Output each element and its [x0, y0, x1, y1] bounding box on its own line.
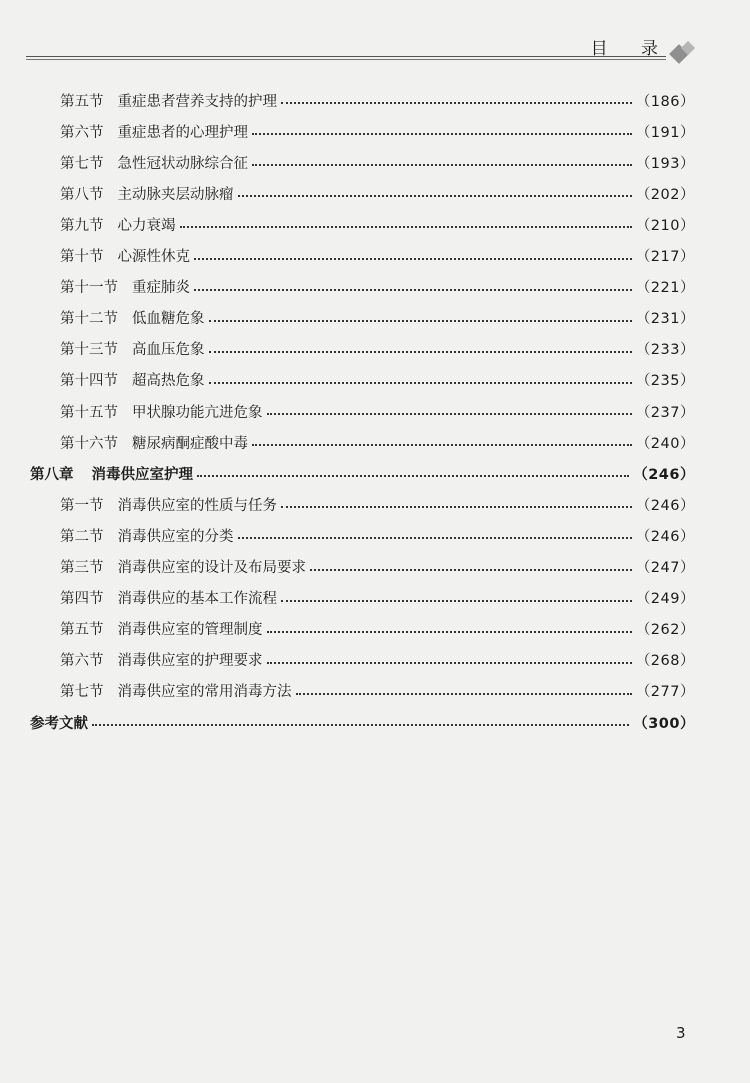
toc-entry-label: 第十一节 [60, 280, 118, 297]
toc-entry-title: 重症患者的心理护理 [117, 124, 248, 141]
toc-section-row [60, 645, 695, 675]
toc-entry-title: 心源性休克 [117, 249, 190, 265]
header-rule [26, 56, 666, 57]
toc-dot-leader [180, 226, 632, 228]
toc-entry-page: （221） [635, 280, 695, 297]
toc-dot-leader [310, 569, 632, 571]
toc-dot-leader [281, 600, 632, 602]
toc-entry-page: （277） [635, 684, 695, 701]
toc-entry-title: 消毒供应的基本工作流程 [117, 591, 277, 608]
toc-dot-leader [197, 475, 629, 477]
toc-entry-page: （262） [635, 622, 695, 639]
toc-entry-title: 主动脉夹层动脉瘤 [117, 186, 234, 203]
toc-entry-title: 低血糖危象 [132, 311, 205, 328]
toc-dot-leader [267, 662, 632, 664]
toc-section-row [60, 489, 695, 519]
toc-section-row [60, 116, 695, 146]
toc-entry-label: 第六节 [60, 653, 104, 670]
toc-entry-label: 第九节 [60, 217, 104, 234]
toc-entry-page: （202） [635, 186, 695, 203]
toc-dot-leader [209, 382, 632, 384]
toc-dot-leader [267, 631, 632, 633]
toc-entry-page: （247） [635, 560, 695, 576]
toc-entry-label: 第二节 [60, 528, 104, 545]
toc-entry-title: 糖尿病酮症酸中毒 [132, 435, 248, 452]
toc-entry-label: 第十六节 [60, 435, 118, 452]
toc-entry-label: 第十二节 [60, 311, 118, 328]
toc-entry-label: 第十三节 [60, 342, 118, 359]
toc-dot-leader [238, 195, 632, 197]
toc-section-row [60, 365, 695, 395]
toc-dot-leader [296, 693, 632, 695]
toc-entry-title: 消毒供应室的常用消毒方法 [117, 684, 292, 701]
toc-section-row [60, 520, 695, 550]
toc-entry-title: 消毒供应室护理 [91, 466, 193, 483]
toc-dot-leader [209, 320, 632, 322]
toc-entry-page: （249） [635, 591, 695, 608]
toc-entry-label: 第八章 [30, 466, 74, 483]
toc-dot-leader [267, 413, 632, 415]
toc-entry-label: 第十五节 [60, 404, 118, 421]
toc-section-row [60, 614, 695, 644]
page-header [0, 0, 750, 70]
toc-entry-label: 第三节 [60, 560, 104, 576]
toc-dot-leader [252, 164, 632, 166]
toc-entry-title: 超高热危象 [132, 373, 205, 390]
toc-entry-title: 急性冠状动脉综合征 [117, 155, 248, 172]
toc-dot-leader [281, 506, 632, 508]
toc-entry-title: 重症患者营养支持的护理 [117, 93, 277, 110]
toc-entry-title: 消毒供应室的性质与任务 [117, 497, 277, 514]
header-rule-secondary [26, 59, 666, 60]
toc-dot-leader [281, 102, 632, 104]
toc-entry-page: （235） [635, 373, 695, 390]
toc-section-row [60, 334, 695, 364]
toc-entry-page: （246） [633, 466, 695, 483]
toc-entry-page: （240） [635, 435, 695, 452]
toc-entry-page: （210） [635, 217, 695, 234]
toc-entry-title: 消毒供应室的分类 [117, 528, 234, 545]
header-title: 目 录 [590, 39, 672, 59]
toc-section-row [60, 676, 695, 706]
toc-entry-label: 第八节 [60, 186, 104, 203]
toc-entry-title: 消毒供应室的管理制度 [117, 622, 263, 639]
toc-entry-label: 第十四节 [60, 373, 118, 390]
toc-entry-title: 甲状腺功能亢进危象 [132, 404, 263, 421]
toc-dot-leader [194, 289, 632, 291]
toc-entry-label: 第四节 [60, 591, 104, 608]
toc-entry-label: 第七节 [60, 684, 104, 701]
toc-dot-leader [194, 258, 632, 260]
toc-dot-leader [238, 537, 632, 539]
toc-entry-title: 重症肺炎 [132, 280, 190, 297]
toc-entry-page: （300） [633, 715, 695, 732]
toc-section-row [60, 272, 695, 302]
toc-section-row [60, 552, 695, 582]
toc-entry-page: （268） [635, 653, 695, 670]
toc-section-row [60, 147, 695, 177]
toc-entry-label: 第六节 [60, 124, 104, 141]
toc-entry-title: 高血压危象 [132, 342, 205, 359]
toc-section-row [60, 178, 695, 208]
toc-entry-page: （237） [635, 404, 695, 421]
toc-entry-label: 第一节 [60, 497, 104, 514]
toc-section-row [60, 583, 695, 613]
toc-section-row [60, 303, 695, 333]
toc-entry-label: 第七节 [60, 155, 104, 172]
toc-chapter-row [30, 458, 695, 488]
page-number: 3 [676, 1024, 686, 1042]
toc-section-row [60, 427, 695, 457]
toc-section-row [60, 209, 695, 239]
toc-entry-label: 第五节 [60, 622, 104, 639]
toc-section-row [60, 85, 695, 115]
toc-entry-page: （186） [635, 93, 695, 110]
toc-entry-page: （246） [635, 497, 695, 514]
toc-section-row [60, 396, 695, 426]
toc-entry-page: （246） [635, 528, 695, 545]
toc-entry-page: （217） [635, 249, 695, 265]
toc-entry-title: 消毒供应室的护理要求 [117, 653, 263, 670]
toc-dot-leader [252, 444, 632, 446]
toc-entry-label: 第十节 [60, 249, 104, 265]
toc-dot-leader [209, 351, 632, 353]
toc-entry-page: （233） [635, 342, 695, 359]
toc-entry-label: 第五节 [60, 93, 104, 110]
toc-entry-page: （191） [635, 124, 695, 141]
toc-entry-page: （231） [635, 311, 695, 328]
toc-entry-label: 参考文献 [30, 715, 88, 732]
toc-entry-page: （193） [635, 155, 695, 172]
toc-chapter-row [30, 707, 695, 737]
toc-entry-title: 心力衰竭 [117, 217, 176, 234]
toc-dot-leader [252, 133, 632, 135]
toc-section-row [60, 241, 695, 271]
toc-dot-leader [92, 724, 629, 726]
toc-entry-title: 消毒供应室的设计及布局要求 [117, 560, 306, 576]
